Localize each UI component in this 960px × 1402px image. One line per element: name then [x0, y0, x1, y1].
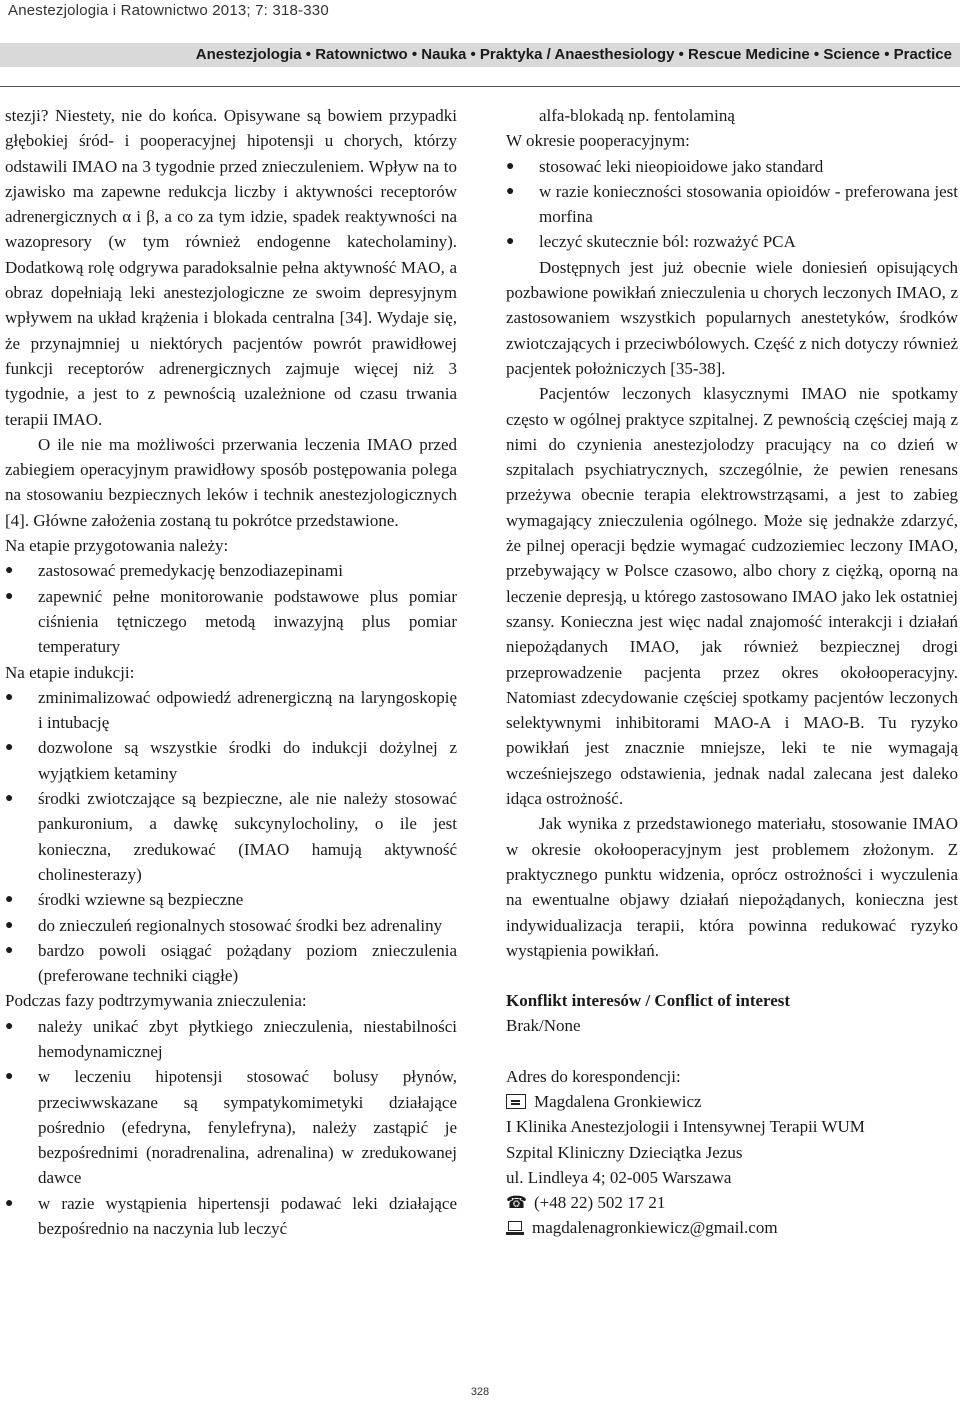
contact-hospital: Szpital Kliniczny Dzieciątka Jezus	[506, 1142, 743, 1162]
bullet-icon: ●	[5, 942, 14, 958]
list-item: ● zapewnić pełne monitorowanie podstawowe plus pomiar ciśnienia tętniczego metodą inwazyjną plus pomiar temperatury	[5, 584, 457, 660]
address-heading: Adres do korespondencji:	[506, 1066, 681, 1086]
list-item: ● leczyć skutecznie ból: rozważyć PCA	[506, 229, 958, 254]
spacer	[506, 963, 958, 988]
bullet-icon: ●	[5, 563, 14, 579]
bullet-icon: ●	[5, 791, 14, 807]
bullet-icon: ●	[5, 689, 14, 705]
contact-phone-line	[506, 1190, 958, 1215]
paragraph-conclusion: Jak wynika z przedstawionego materiału, stosowanie IMAO w okresie okołooperacyjnym jest problemem złożonym. Z praktycznego punktu widzenia, oprócz ostrożności i wyczulenia na ewentualne objawy działań niepożądanych, konieczna jest indywidualizacja terapii, która powinna redukować ryzyko wystąpienia powikłań.	[506, 814, 958, 960]
bullet-icon: ●	[5, 1195, 14, 1211]
list-item: ● w razie wystąpienia hipertensji podawać leki działające bezpośrednio na naczynia lub leczyć	[5, 1191, 457, 1242]
bullet-icon: ●	[506, 158, 515, 174]
conflict-title: Konflikt interesów / Conflict of interest	[506, 991, 791, 1011]
contact-name: Magdalena Gronkiewicz	[534, 1091, 702, 1111]
conflict-value: Brak/None	[506, 1016, 581, 1036]
left-column	[5, 103, 457, 1241]
list-item: ● należy unikać zbyt płytkiego znieczulenia, niestabilności hemodynamicznej	[5, 1014, 457, 1065]
envelope-icon	[506, 1094, 526, 1109]
bullet-icon: ●	[5, 588, 14, 604]
maintenance-list	[5, 1014, 457, 1242]
postop-list	[506, 154, 958, 255]
list-item: ● w razie konieczności stosowania opioidów - preferowana jest morfina	[506, 179, 958, 230]
list-item: ● zminimalizować odpowiedź adrenergiczną na laryngoskopię i intubację	[5, 685, 457, 736]
right-column	[506, 103, 958, 1241]
list-item: ● zastosować premedykację benzodiazepinami	[5, 558, 457, 583]
telephone-icon: ☎	[506, 1192, 528, 1213]
contact-institution: I Klinika Anestezjologii i Intensywnej Terapii WUM	[506, 1117, 865, 1137]
list-item: ● środki zwiotczające są bezpieczne, ale nie należy stosować pankuronium, a dawkę sukcynylocholiny, o ile jest konieczna, zredukować (IMAO hamują aktywność cholinesterazy)	[5, 786, 457, 887]
maintenance-heading: Podczas fazy podtrzymywania znieczulenia:	[5, 991, 307, 1011]
contact-phone: (+48 22) 502 17 21	[534, 1193, 666, 1213]
contact-email-line	[506, 1215, 958, 1240]
contact-name-line	[506, 1089, 958, 1114]
list-item: ● bardzo powoli osiągać pożądany poziom znieczulenia (preferowane techniki ciągłe)	[5, 938, 457, 989]
list-item: ● stosować leki nieopioidowe jako standard	[506, 154, 958, 179]
bullet-icon: ●	[5, 740, 14, 756]
list-item: ● do znieczuleń regionalnych stosować środki bez adrenaliny	[5, 913, 457, 938]
induction-list	[5, 685, 457, 989]
header-divider	[0, 86, 960, 87]
list-item: ● dozwolone są wszystkie środki do indukcji dożylnej z wyjątkiem ketaminy	[5, 735, 457, 786]
bullet-icon: ●	[506, 234, 515, 250]
list-item: ● w leczeniu hipotensji stosować bolusy płynów, przeciwwskazane są sympatykomimetyki działające pośrednio (efedryna, fenylefryna), należy zastąpić je bezpośrednimi (noradrenalina, adrenalina) w zredukowanej dawce	[5, 1064, 457, 1190]
continuation-line: alfa-blokadą np. fentolaminą	[539, 106, 735, 125]
induction-heading: Na etapie indukcji:	[5, 662, 135, 682]
bullet-icon: ●	[5, 892, 14, 908]
postop-heading: W okresie pooperacyjnym:	[506, 131, 690, 151]
paragraph-hypotension: stezji? Niestety, nie do końca. Opisywane są bowiem przypadki głębokiej śród- i pooperacyjnej hipotensji u chorych, którzy odstawili IMAO na 3 tygodnie przed znieczuleniem. Wpływ na to zjawisko ma zapewne redukcja liczby i aktywności receptorów adrenergicznych α i β, a co za tym idzie, spadek reaktywności na wazopresory (w tym również endogenne katecholaminy). Dodatkową rolę odgrywa paradoksalnie pełna aktywność MAO, a obraz dopełniają leki anestezjologiczne ze swoim depresyjnym wpływem na układ krążenia i blokada centralna [34]. Wydaje się, że przynajmniej u niektórych pacjentów powrót prawidłowej funkcji receptorów adrenergicznych zajmuje więcej niż 3 tygodnie, a jest to z pewnością uzależnione od czasu trwania terapii IMAO.	[5, 106, 457, 429]
spacer	[506, 1039, 958, 1064]
contact-email: magdalenagronkiewicz@gmail.com	[532, 1218, 778, 1238]
computer-icon	[506, 1221, 524, 1235]
journal-banner: Anestezjologia • Ratownictwo • Nauka • Praktyka / Anaesthesiology • Rescue Medicine • Science • Practice	[0, 43, 960, 67]
paragraph-practice: Pacjentów leczonych klasycznymi IMAO nie spotkamy często w ogólnej praktyce szpitalnej. Z pewnością częściej mają z nimi do czynienia anestezjolodzy pracujący na co dzień w szpitalach psychiatrycznych, szczególnie, że pewien renesans przeżywa obecnie terapia elektrowstrząsami, a jest to zabieg wymagający znieczulenia ogólnego. Może się jednakże zdarzyć, że pilnej operacji będzie wymagać cudzoziemiec leczony IMAO, przebywający w Polsce czasowo, albo chory z ciężką, oporną na leczenie depresją, u którego zastosowano IMAO jako lek ostatniej szansy. Konieczna jest więc nadal znajomość interakcji i działań niepożądanych IMAO, jak również bezpiecznej drogi przeprowadzenie pacjenta przez okres okołooperacyjny. Natomiast zdecydowanie częściej spotkamy pacjentów leczonych selektywnymi inhibitorami MAO-A i MAO-B. Tu ryzyko powikłań jest znacznie mniejsze, leki te nie wymagają wcześniejszego odstawienia, jednak nadal zalecana jest daleko idąca ostrożność.	[506, 384, 958, 809]
journal-reference: Anestezjologia i Ratownictwo 2013; 7: 318-330	[8, 2, 329, 19]
bullet-icon: ●	[5, 1018, 14, 1034]
bullet-icon: ●	[506, 183, 515, 199]
bullet-icon: ●	[5, 1069, 14, 1085]
page-number: 328	[470, 1386, 490, 1398]
list-item: ● środki wziewne są bezpieczne	[5, 887, 457, 912]
paragraph-management: O ile nie ma możliwości przerwania leczenia IMAO przed zabiegiem operacyjnym prawidłowy sposób postępowania polega na stosowaniu bezpiecznych leków i technik anestezjologicznych [4]. Główne założenia zostaną tu pokrótce przedstawione.	[5, 434, 457, 530]
prep-heading: Na etapie przygotowania należy:	[5, 536, 229, 556]
contact-street: ul. Lindleya 4; 02-005 Warszawa	[506, 1167, 732, 1187]
paragraph-reports: Dostępnych jest już obecnie wiele doniesień opisujących pozbawione powikłań znieczulenia u chorych leczonych IMAO, z zastosowaniem wszystkich popularnych anestetyków, środków zwiotczających i przeciwbólowych. Część z nich dotyczy również pacjentek położniczych [35-38].	[506, 257, 958, 378]
prep-list	[5, 558, 457, 659]
bullet-icon: ●	[5, 917, 14, 933]
